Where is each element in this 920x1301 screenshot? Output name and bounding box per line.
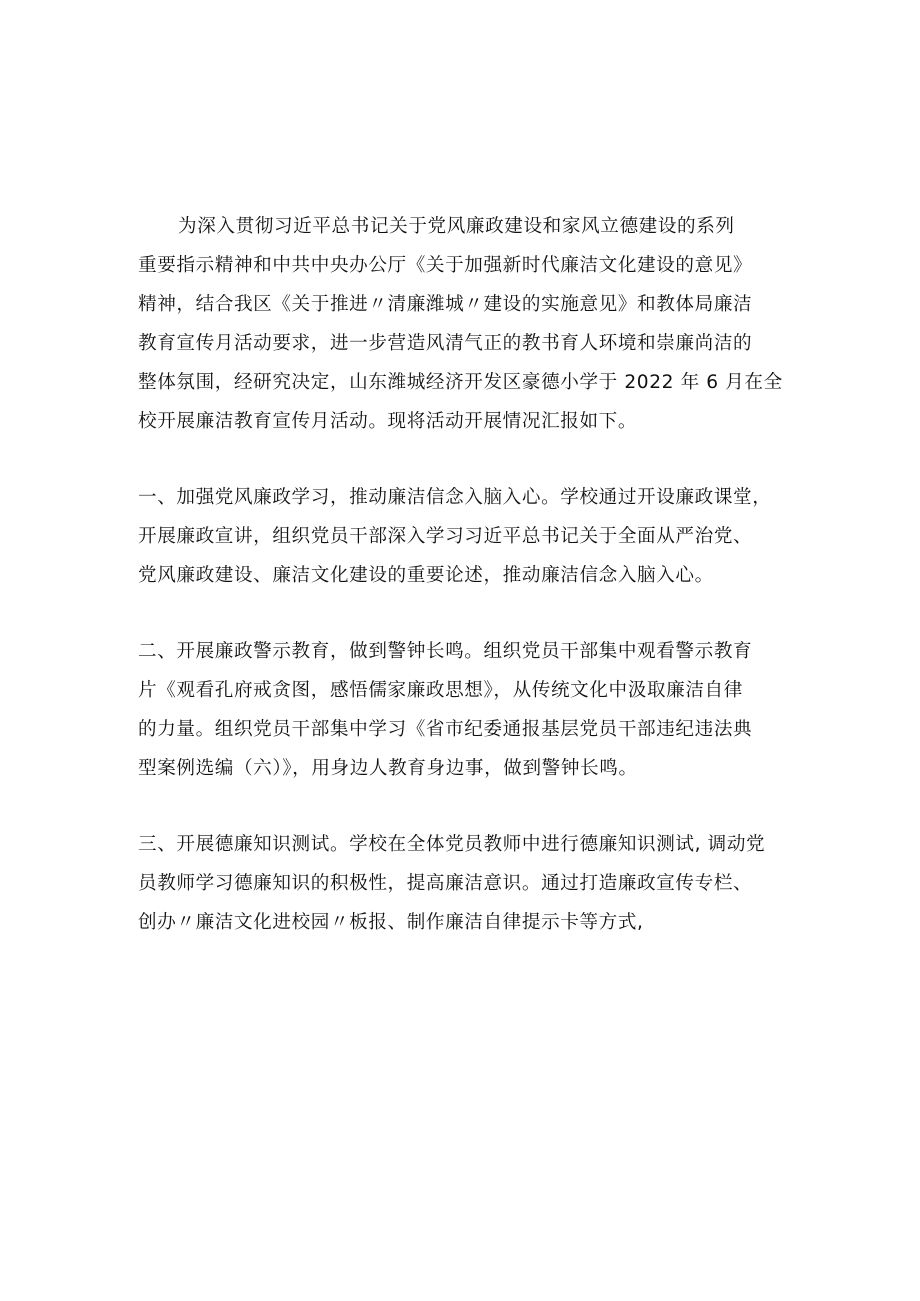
paragraph-gap [138,441,798,478]
text-line: 精神，结合我区《关于推进〃清廉潍城〃建设的实施意见》和教体局廉洁 [138,294,753,315]
text-line: 重要指示精神和中共中央办公厅《关于加强新时代廉洁文化建设的意见》 [138,255,753,276]
text-line: 创办〃廉洁文化进校园〃板报、制作廉洁自律提示卡等方式, [138,912,644,933]
paragraph-intro [138,207,798,441]
text-line: 片《观看孔府戒贪图，感悟儒家廉政思想》，从传统文化中汲取廉洁自律 [138,680,743,701]
text-line: 型案例选编（六）》，用身边人教育身边事，做到警钟长鸣。 [138,758,638,779]
paragraph-gap [138,788,798,825]
text-line: 党风廉政建设、廉洁文化建设的重要论述，推动廉洁信念入脑入心。 [138,565,714,586]
text-line: 为深入贯彻习近平总书记关于党风廉政建设和家风立德建设的系列 [178,216,735,237]
paragraph-section-3 [138,825,798,942]
text-line: 开展廉政宣讲，组织党员干部深入学习习近平总书记关于全面从严治党、 [138,526,753,547]
text-line: 二、开展廉政警示教育，做到警钟长鸣。组织党员干部集中观看警示教育 [138,641,753,662]
text-line: 员教师学习德廉知识的积极性，提高廉洁意识。通过打造廉政宣传专栏、 [138,873,753,894]
text-line: 的力量。组织党员干部集中学习《省市纪委通报基层党员干部违纪违法典 [138,719,753,740]
text-line: 整体氛围，经研究决定，山东潍城经济开发区豪德小学于 2022 年 6 月在全 [138,372,783,393]
paragraph-section-2 [138,632,798,788]
text-line: 校开展廉洁教育宣传月活动。现将活动开展情况汇报如下。 [138,411,638,432]
text-line: 三、开展德廉知识测试。学校在全体党员教师中进行德廉知识测试, 调动党 [138,834,766,855]
text-line: 教育宣传月活动要求，进一步营造风清气正的教书育人环境和崇廉尚洁的 [138,333,753,354]
paragraph-gap [138,595,798,632]
paragraph-section-1 [138,478,798,595]
text-line: 一、加强党风廉政学习，推动廉洁信念入脑入心。学校通过开设廉政课堂， [138,487,772,508]
document-body [138,207,798,942]
